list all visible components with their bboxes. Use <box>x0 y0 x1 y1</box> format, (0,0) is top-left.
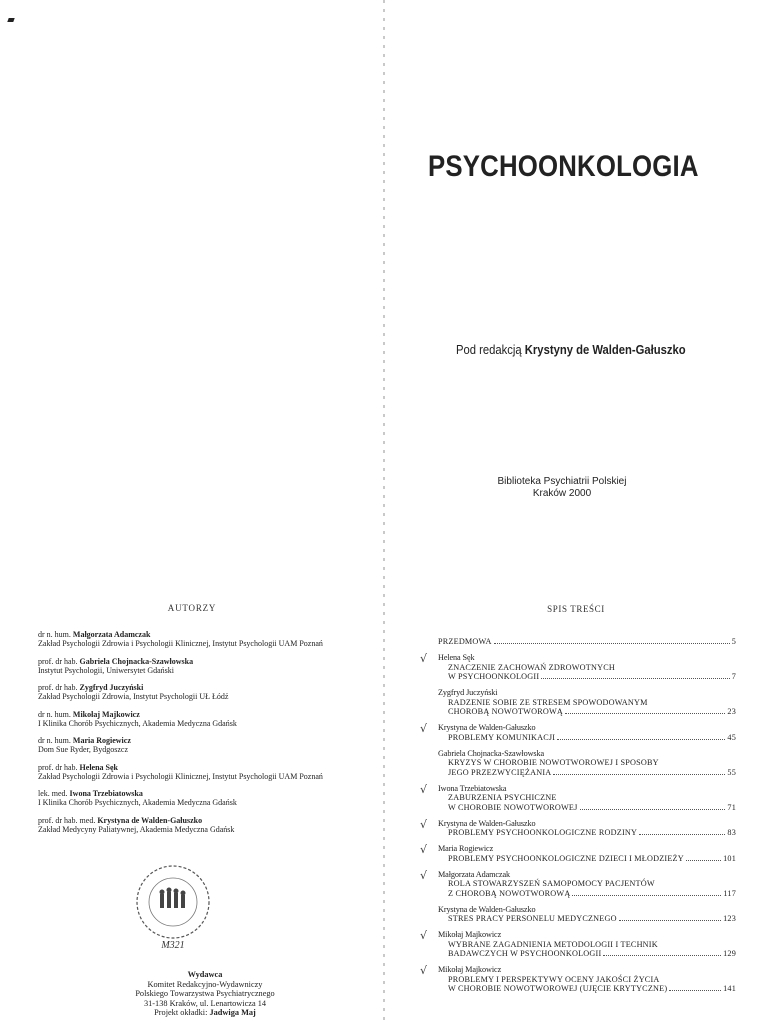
author-affiliation: Zakład Psychologii Zdrowia i Psychologii Klinicznej, Instytut Psychologii UAM Poznań <box>38 771 323 781</box>
toc-title-line <box>420 758 736 768</box>
author-name: Gabriela Chojnacka-Szawłowska <box>79 656 194 666</box>
toc-entry <box>420 870 736 899</box>
author-name: Helena Sęk <box>79 762 118 772</box>
contents-heading: SPIS TREŚCI <box>547 604 605 614</box>
toc-entry <box>420 784 736 813</box>
toc-page-number: 117 <box>723 888 736 898</box>
toc-title-line <box>420 854 736 864</box>
author-title: prof. dr hab. <box>38 656 78 666</box>
author-name: Maria Rogiewicz <box>72 736 131 745</box>
toc-title-line <box>420 975 736 985</box>
toc-title: W CHOROBIE NOWOTWOROWEJ (UJĘCIE KRYTYCZNE) <box>448 984 668 993</box>
book-title: PSYCHOONKOLOGIA <box>428 150 699 183</box>
toc-author: Mikołaj Majkowicz <box>438 965 502 974</box>
author-item <box>38 816 378 834</box>
toc-title: PROBLEMY PSYCHOONKOLOGICZNE RODZINY <box>448 828 638 837</box>
stamp-number: M321 <box>161 940 185 951</box>
library-stamp <box>128 860 218 952</box>
author-name: Krystyna de Walden-Gałuszko <box>97 815 203 825</box>
editor-name: Krystyny de Walden-Gałuszko <box>524 343 686 357</box>
toc-page-number: 123 <box>723 914 736 923</box>
toc-title-line <box>420 940 736 950</box>
toc-entry <box>420 965 736 994</box>
toc-title-line <box>420 698 736 708</box>
place-year: Kraków 2000 <box>532 488 592 499</box>
toc-author: Maria Rogiewicz <box>438 844 494 853</box>
publisher-label: Wydawca <box>187 970 223 979</box>
toc-page-number: 129 <box>723 949 736 958</box>
author-title: prof. dr hab. med. <box>38 815 96 825</box>
toc-leader <box>494 643 730 644</box>
check-mark-icon: √ <box>420 652 428 665</box>
toc-title: W CHOROBIE NOWOTWOROWEJ <box>448 802 578 812</box>
toc-leader <box>619 920 721 921</box>
author-title: lek. med. <box>38 789 68 798</box>
author-title: prof. dr hab. <box>38 683 78 692</box>
author-title: dr n. hum. <box>38 630 71 639</box>
series-name: Biblioteka Psychiatrii Polskiej <box>497 476 627 487</box>
author-name: Mikołaj Majkowicz <box>72 709 140 719</box>
toc-title: STRES PRACY PERSONELU MEDYCZNEGO <box>448 914 617 923</box>
toc-title: KRYZYS W CHOROBIE NOWOTWOROWEJ I SPOSOBY <box>448 758 659 767</box>
toc-leader <box>603 955 721 956</box>
author-title: prof. dr hab. <box>38 762 78 772</box>
author-item <box>38 789 378 807</box>
toc-page-number: 71 <box>727 802 736 812</box>
authors-heading: AUTORZY <box>167 603 217 613</box>
toc-title-line <box>420 984 736 994</box>
cover-designer: Jadwiga Maj <box>209 1008 256 1018</box>
toc-leader <box>580 809 726 810</box>
toc-entry <box>420 723 736 742</box>
toc-title: JEGO PRZEZWYCIĘŻANIA <box>448 767 552 777</box>
toc-title-line <box>420 793 736 803</box>
toc-author: Krystyna de Walden-Gałuszko <box>438 818 536 828</box>
toc-page-number: 45 <box>727 732 736 742</box>
publisher-line: Polskiego Towarzystwa Psychiatrycznego <box>135 989 275 999</box>
toc-title-line <box>420 637 736 647</box>
toc-author: Krystyna de Walden-Gałuszko <box>438 904 536 914</box>
toc-page-number: 5 <box>731 637 736 646</box>
check-mark-icon: √ <box>420 843 428 856</box>
author-affiliation: I Klinika Chorób Psychicznych, Akademia Medyczna Gdańsk <box>38 718 237 728</box>
toc-title: WYBRANE ZAGADNIENIA METODOLOGII I TECHNIK <box>448 939 658 949</box>
toc-author: Gabriela Chojnacka-Szawłowska <box>438 748 545 758</box>
author-title: dr n. hum. <box>38 736 71 745</box>
toc-entry <box>420 819 736 838</box>
toc-entry <box>420 905 736 924</box>
author-item <box>38 683 378 701</box>
toc-title: PRZEDMOWA <box>438 637 492 646</box>
corner-mark <box>7 18 14 22</box>
toc-title-line <box>420 733 736 743</box>
author-name: Iwona Trzebiatowska <box>69 789 143 798</box>
toc-page-number: 83 <box>727 828 736 837</box>
toc-leader <box>686 860 721 861</box>
editor-prefix: Pod redakcją <box>456 343 522 357</box>
toc-leader <box>669 990 721 991</box>
toc-title: ZNACZENIE ZACHOWAŃ ZDROWOTNYCH <box>448 662 615 672</box>
toc-title: BADAWCZYCH W PSYCHOONKOLOGII <box>448 949 602 958</box>
toc-title: PROBLEMY I PERSPEKTYWY OCENY JAKOŚCI ŻYCIA <box>448 974 660 984</box>
author-item <box>38 630 378 648</box>
toc-title: PROBLEMY KOMUNIKACJI <box>448 732 556 742</box>
toc-entry <box>420 637 736 647</box>
author-title: dr n. hum. <box>38 709 71 719</box>
toc-title-line <box>420 672 736 682</box>
toc-author: Mikołaj Majkowicz <box>438 930 502 939</box>
toc-title: CHOROBĄ NOWOTWOROWĄ <box>448 707 564 716</box>
check-mark-icon: √ <box>420 868 428 882</box>
contents-list <box>420 637 736 1000</box>
publisher-line: 31-138 Kraków, ul. Lenartowicza 14 <box>143 998 267 1008</box>
author-name: Małgorzata Adamczak <box>72 630 151 639</box>
toc-leader <box>541 678 729 679</box>
author-affiliation: Zakład Medycyny Paliatywnej, Akademia Medyczna Gdańsk <box>38 824 235 834</box>
toc-title-line <box>420 803 736 813</box>
toc-title-line <box>420 663 736 673</box>
publisher-line: Komitet Redakcyjno-Wydawniczy <box>147 979 263 989</box>
stamp-figures <box>160 888 186 909</box>
series-info <box>497 476 627 500</box>
author-item <box>38 763 378 781</box>
toc-page-number: 23 <box>727 707 736 716</box>
editor-line <box>456 343 686 357</box>
toc-entry <box>420 749 736 778</box>
author-affiliation: Instytut Psychologii, Uniwersytet Gdański <box>38 665 174 675</box>
toc-page-number: 141 <box>723 984 736 993</box>
toc-title: RADZENIE SOBIE ZE STRESEM SPOWODOWANYM <box>448 697 648 707</box>
toc-title-line <box>420 914 736 924</box>
check-mark-icon: √ <box>420 964 428 977</box>
toc-entry <box>420 930 736 959</box>
toc-entry <box>420 653 736 682</box>
toc-entry <box>420 688 736 717</box>
toc-title: PROBLEMY PSYCHOONKOLOGICZNE DZIECI I MŁODZIEŻY <box>448 853 684 863</box>
toc-leader <box>572 895 721 896</box>
toc-leader <box>639 834 725 835</box>
toc-page-number: 101 <box>723 853 736 863</box>
toc-author: Krystyna de Walden-Gałuszko <box>438 723 536 732</box>
check-mark-icon: √ <box>420 929 428 942</box>
toc-title-line <box>420 768 736 778</box>
toc-page-number: 55 <box>727 767 736 777</box>
cover-label: Projekt okładki: <box>154 1008 208 1018</box>
toc-leader <box>565 713 725 714</box>
check-mark-icon: √ <box>420 722 428 735</box>
toc-title-line <box>420 889 736 899</box>
toc-author: Iwona Trzebiatowska <box>438 783 507 793</box>
author-item <box>38 657 378 675</box>
toc-entry <box>420 844 736 863</box>
author-item <box>38 736 378 754</box>
toc-title: ROLA STOWARZYSZEŃ SAMOPOMOCY PACJENTÓW <box>448 879 655 888</box>
page-gutter <box>383 0 385 1024</box>
author-item <box>38 710 378 728</box>
check-mark-icon: √ <box>420 817 428 831</box>
toc-title: W PSYCHOONKOLOGII <box>448 672 540 681</box>
author-affiliation: Dom Sue Ryder, Bydgoszcz <box>38 745 129 754</box>
toc-title-line <box>420 949 736 959</box>
toc-page-number: 7 <box>731 672 736 681</box>
toc-title-line <box>420 828 736 838</box>
author-affiliation: Zakład Psychologii Zdrowia i Psychologii Klinicznej, Instytut Psychologii UAM Poznań <box>38 639 323 648</box>
toc-leader <box>553 774 725 775</box>
toc-title-line <box>420 879 736 889</box>
toc-author: Helena Sęk <box>438 653 475 662</box>
publisher-block <box>60 970 350 1018</box>
toc-title: Z CHOROBĄ NOWOTWOROWĄ <box>448 888 571 898</box>
toc-leader <box>557 739 725 740</box>
toc-title-line <box>420 707 736 717</box>
toc-author: Małgorzata Adamczak <box>438 869 510 879</box>
author-name: Zygfryd Juczyński <box>79 683 144 692</box>
author-affiliation: Zakład Psychologii Zdrowia, Instytut Psychologii UŁ Łódź <box>38 692 229 701</box>
check-mark-icon: √ <box>420 782 428 796</box>
toc-title: ZABURZENIA PSYCHICZNE <box>448 793 557 802</box>
toc-author: Zygfryd Juczyński <box>438 688 498 697</box>
author-affiliation: I Klinika Chorób Psychicznych, Akademia Medyczna Gdańsk <box>38 798 237 807</box>
authors-list <box>38 630 378 842</box>
